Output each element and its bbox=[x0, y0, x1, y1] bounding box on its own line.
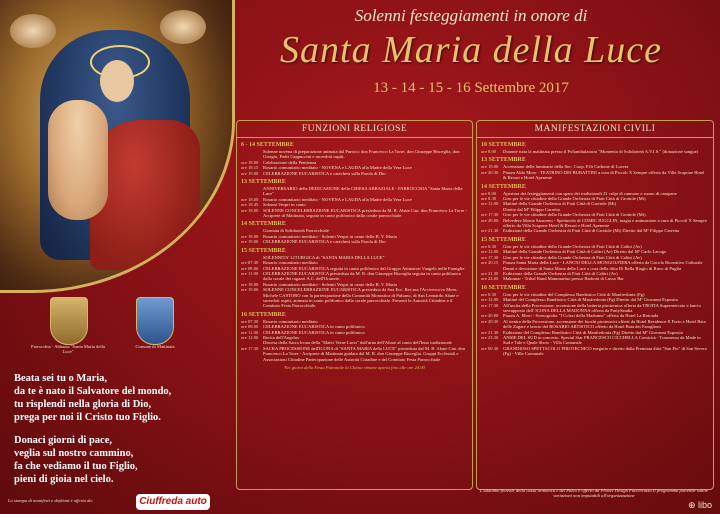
schedule-row bbox=[481, 346, 709, 357]
schedule-text: All'uscita della Processione, accensione della batteria pirotecnica offerta da TROITA Supermercato e lancio sovrapposto dell' ICONA DELLA MADONNA offerta da PartySandia bbox=[503, 302, 701, 313]
schedule-time: ore 11.00 bbox=[241, 270, 259, 276]
prayer-line: fa che vediamo il tuo Figlio, bbox=[14, 461, 138, 472]
schedule-text: Esibizione della Grande Orchestra di Fiati Città di Grottole (Mt) Diretto dal Mº Filippo Carretta bbox=[503, 228, 680, 234]
day-heading: 15 SETTEMBRE bbox=[481, 236, 526, 243]
angel-right bbox=[160, 10, 206, 44]
schedule-time: ore 11.00 bbox=[241, 329, 259, 335]
print-sponsor-note: Lo stampa di manifesti e depliant è offerta da: bbox=[8, 498, 94, 503]
schedule-time: ore 8.00 bbox=[481, 149, 497, 154]
schedule-time: ore 18.00 bbox=[241, 281, 259, 287]
child-figure bbox=[48, 100, 108, 220]
schedule-text: ANNIVERSARIO della DEDICAZIONE della CHIESA ABBAZIALE - PARROCCHIA "Santa Maria della Luce" bbox=[263, 186, 463, 197]
schedule-time: ore 21.30 bbox=[481, 228, 499, 234]
watermark bbox=[688, 500, 712, 511]
schedule-text: Giro per le vie cittadine del Complesso Bandistico Città di Manfredonia (Fg) bbox=[503, 291, 645, 297]
schedule-text: Recita dell'Angelus bbox=[263, 334, 299, 340]
schedule-text: Discesa della Sacra Icona della "Mater Verae Lucis" dall'urna dell'Altare al canto dell'Inno tradizionale bbox=[263, 340, 452, 346]
schedule-text: SACRA PROCESSIONE dell'ICONA di "SANTA MARIA della LUCE" presieduta dal M. R. Abate Can. don Francesco La Torre - Arciprete di Mattinata guidata dal M. R. don Giuseppe Bisceglia. Gruppi Ecclesiali e Associazioni Cittadine Partecipazione delle Autorità Cittadine e del Comitato Festa Parrocchiale bbox=[263, 345, 466, 362]
schedule-time: ore 20.30 bbox=[481, 169, 499, 175]
day-heading: 10 SETTEMBRE bbox=[481, 142, 526, 148]
angel-left bbox=[10, 14, 56, 48]
schedule-time: ore 18.15 bbox=[241, 165, 259, 171]
panel-heading: FUNZIONI RELIGIOSE bbox=[237, 121, 472, 138]
day-heading: 16 SETTEMBRE bbox=[241, 311, 286, 318]
schedule-time: ore 17.30 bbox=[481, 302, 499, 308]
schedule-row bbox=[481, 170, 709, 181]
schedule-row bbox=[241, 208, 468, 219]
schedule-text: Mattinè della Grande Orchestra di Fiati Città di Calitri (Av) Diretto dal Mº Carlo Lacogo bbox=[503, 249, 667, 255]
schedule-time: ore 18.00 bbox=[241, 196, 259, 202]
madonna-painting bbox=[0, 0, 232, 290]
schedule-time: ore 19.00 bbox=[241, 170, 259, 176]
schedule-row bbox=[481, 276, 709, 281]
floral-credit: L'addobbo floreale della cassa armonica e del Palco è offerto da Flower Design Facciorusso Il programma potrebbe subire variazioni non imputabili all'organizzazione bbox=[479, 488, 709, 499]
prayer-line: tu risplendi nella gloria di Dio, bbox=[14, 399, 152, 410]
schedule-text: Makumar - Tribal Band Mammarino presso Barboni di Lusso Bar bbox=[503, 276, 624, 282]
schedule-text: SOLENNE CONCELEBRAZIONE EUCARISTICA presieduta da Sua Ecc. Rev.ma l'Arcivescovo Mons. Michele CASTORO con la partecipazione della Comunità Monastica di Pulsano, di San Leonardo Abate e sacerdoti ospiti, animata in canto polifonico dalla corale parrocchiale. Presenti le Autorità Cittadine e il Comitato Festa Parrocchiale. bbox=[263, 287, 459, 309]
day-heading: 16 SETTEMBRE bbox=[481, 284, 526, 291]
schedule-text: Rosario comunitario meditato - Solenni Vespri in canto della B. V. Maria bbox=[263, 233, 397, 239]
watermark-text: libo bbox=[697, 500, 712, 510]
schedule-time: ore 12.00 bbox=[241, 334, 259, 340]
schedule-time: ore 22.00 bbox=[481, 276, 499, 282]
schedule-time bbox=[241, 149, 263, 160]
schedule-time: ore 17.30 bbox=[481, 254, 499, 260]
day-heading: 14 SETTEMBRE bbox=[481, 183, 526, 190]
parish-crest bbox=[50, 297, 88, 345]
schedule-time: ore 17.30 bbox=[241, 345, 259, 351]
schedule-text: Giro per le vie cittadine della Grande Orchestra di Fiati Città di Grottole (Mt) bbox=[503, 212, 646, 218]
poster-subtitle: Solenni festeggiamenti in onore di bbox=[354, 6, 588, 25]
schedule-text: SOLENNE CONCELEBRAZIONE EUCARISTICA presieduta da M. R. Abate Can. don Francesco La Torre - Arciprete di Mattinata, seguita in canto polifonico dalla corale parrocchiale bbox=[263, 207, 467, 219]
schedule-text: Esibizione della Grande Orchestra di Fiati Città di Calitri (Av) bbox=[503, 270, 618, 276]
schedule-text: GRANDIOSO SPETTACOLO PIROTECNICO eseguito e diretto dalla Premiata ditta "San Pio" di San Severo (Fg) - Villa Comunale bbox=[503, 345, 708, 357]
schedule-text: Accensione delle luminarie della Soc. Coop. F.lli Carbone di Lucera bbox=[503, 164, 629, 170]
day-heading: 6 - 14 SETTEMBRE bbox=[241, 142, 294, 148]
prayer-stanza-2 bbox=[14, 434, 224, 486]
schedule-row bbox=[481, 335, 709, 346]
schedule-text: CELEBRAZIONE EUCARISTICA e catechesi sulla Parola di Dio bbox=[263, 170, 386, 176]
schedule-time bbox=[241, 186, 263, 197]
poster-title: Santa Maria della Luce bbox=[280, 29, 662, 71]
prayer-stanza-1 bbox=[14, 372, 224, 424]
prayer-line: veglia sul nostro cammino, bbox=[14, 448, 134, 459]
day-heading: 13 SETTEMBRE bbox=[481, 157, 526, 164]
schedule-time: ore 8.30 bbox=[481, 243, 497, 249]
town-crest bbox=[136, 297, 174, 345]
schedule-time: ore 20.00 bbox=[481, 217, 499, 223]
schedule-time: ore 00.30 bbox=[481, 345, 499, 351]
panel-heading: MANIFESTAZIONI CIVILI bbox=[477, 121, 713, 138]
schedule-time: ore 19.00 bbox=[241, 207, 259, 213]
schedule-text: CELEBRAZIONE EUCARISTICA seguita in canto polifonico dal Gruppo Animatori Vangelo nelle Famiglie bbox=[263, 265, 465, 271]
civil-events-panel bbox=[476, 120, 714, 490]
schedule-time: ore 20.15 bbox=[481, 260, 499, 266]
schedule-time: ore 12.00 bbox=[481, 249, 499, 255]
schedule-text: Solenne novena di preparazione animata dal Parroco don Francesco La Torre, don Giuseppe Bisceglia, don Giorgio, Padri Cappuccini e sacerdoti ospiti. bbox=[263, 149, 460, 160]
schedule-text: Giro per le vie cittadine della Grande Orchestra di Fiati Città di Grottole (Mt) bbox=[503, 196, 646, 202]
madonna-face bbox=[100, 60, 134, 102]
schedule-text: CELEBRAZIONE EUCARISTICA in canto polifonico bbox=[263, 329, 365, 335]
prayer bbox=[14, 372, 224, 496]
schedule-text: Piazza Santa Maria della Luce - LANCIO DELLA MONGOLFIERA offerta da Circolo Ricreativo Culturale Dauni e devozione di Santa Maria della Luce a cura della ditta Di Bella Biagio di Ruvo di Puglia bbox=[503, 260, 703, 271]
panel-body bbox=[241, 139, 468, 485]
schedule-row bbox=[241, 171, 468, 176]
watermark-icon: ⊕ bbox=[687, 500, 698, 510]
schedule-text: Giornata di Solidarietà Parrocchiale bbox=[263, 228, 329, 234]
schedule-time: ore 12.00 bbox=[481, 297, 499, 303]
schedule-text: Celebrazione della Penitenza bbox=[263, 159, 317, 165]
schedule-row bbox=[481, 260, 709, 271]
prayer-line: pieni di gioia nel cielo. bbox=[14, 474, 114, 485]
schedule-time: ore 08.00 bbox=[241, 265, 259, 271]
schedule-row bbox=[481, 319, 709, 330]
sponsor-logo: Ciuffreda auto bbox=[136, 494, 210, 510]
schedule-time: ore 08.00 bbox=[241, 324, 259, 330]
schedule-text: ANSIE DEL SUD in concerto. Special Star FRANCESCO CICCHELLA Comicità - Trasmesso da Made in Sud e Tale e Quale Show - Villa Comunale bbox=[503, 334, 701, 346]
schedule-text: Piazza Aldo Moro - TEATRINO DEI BURATTINI a cura di Piccoli X Sempre offerto da Villa Scapone Hotel & Resort e Hotel Apeneste bbox=[503, 169, 705, 181]
schedule-time: ore 21.30 bbox=[481, 329, 499, 335]
schedule-text: Rosario comunitario meditato - NOVENA e LAUDA alla Madre della Vera Luce bbox=[263, 165, 412, 171]
schedule-time: ore 17.30 bbox=[481, 212, 499, 218]
schedule-text: Giro per le vie cittadine della Grande Orchestra di Fiati Città di Calitri (Av) bbox=[503, 254, 642, 260]
town-crest-label: Comune di Mattinata bbox=[135, 344, 175, 349]
schedule-time: ore 07.30 bbox=[241, 260, 259, 266]
schedule-time: ore 18.00 bbox=[241, 233, 259, 239]
schedule-row bbox=[481, 149, 709, 154]
schedule-text: Mattinè della Grande Orchestra di Fiati Città di Grottole (Mt) bbox=[503, 201, 617, 207]
day-heading: 15 SETTEMBRE bbox=[241, 247, 286, 254]
prayer-line: prega per noi il Cristo tuo Figlio. bbox=[14, 412, 161, 423]
schedule-row bbox=[481, 218, 709, 229]
schedule-row bbox=[241, 271, 468, 282]
schedule-row bbox=[241, 149, 468, 160]
schedule-text: CELEBRAZIONE EUCARISTICA presieduta da M. R. don Giuseppe Bisceglia seguita in canto polifonico dalla corale dei ragazzi A.C. dell'Oratorio bbox=[263, 270, 462, 282]
schedule-time: ore 18.45 bbox=[241, 202, 259, 208]
schedule-text: Diretto dal Mº Filippo Carretta bbox=[503, 206, 560, 212]
schedule-time: ore 19.00 bbox=[241, 287, 259, 293]
schedule-time: ore 8.30 bbox=[481, 291, 497, 297]
schedule-time: ore 07.30 bbox=[241, 318, 259, 324]
panel-body bbox=[481, 139, 709, 485]
prayer-line: Beata sei tu o Maria, bbox=[14, 373, 108, 384]
schedule-row bbox=[481, 303, 709, 314]
schedule-text: Rosario comunitario meditato - NOVENA e LAUDA alla Madre della Vera Luce bbox=[263, 196, 412, 202]
schedule-time: ore 8.00 bbox=[481, 190, 497, 196]
schedule-time: ore 21.30 bbox=[481, 270, 499, 276]
day-heading: 13 SETTEMBRE bbox=[241, 179, 286, 186]
schedule-row bbox=[241, 239, 468, 244]
schedule-text: Piazza A. Moro - Scenografia "I Colori della Madonna" offerta da Hotel La Rotonda bbox=[503, 313, 659, 319]
schedule-text: CELEBRAZIONE EUCARISTICA e catechesi sulla Parola di Dio bbox=[263, 239, 386, 245]
poster-dates: 13 - 14 - 15 - 16 Settembre 2017 bbox=[373, 80, 569, 96]
religious-functions-panel bbox=[236, 120, 473, 490]
schedule-time: ore 20.30 bbox=[481, 318, 499, 324]
schedule-text: Mattinè del Complesso Bandistico Città di Manfredonia (Fg) Diretto dal Mº Giovanni Esposito bbox=[503, 297, 678, 303]
panel-note: Nei giorni della Festa Patronale la Chiesa rimane aperta fino alle ore 24.00 bbox=[284, 365, 425, 370]
schedule-time: ore 19.00 bbox=[241, 239, 259, 245]
schedule-text: Rosario comunitario meditato bbox=[263, 318, 318, 324]
schedule-text: Solenni Vespri in canto bbox=[263, 202, 306, 208]
schedule-text: Rosario comunitario meditato bbox=[263, 260, 318, 266]
schedule-time: ore 8.30 bbox=[481, 196, 497, 202]
prayer-line: Donaci giorni di pace, bbox=[14, 435, 113, 446]
schedule-row bbox=[241, 186, 468, 197]
schedule-row bbox=[481, 228, 709, 233]
schedule-time: ore 20.00 bbox=[481, 313, 499, 319]
schedule-time: ore 19.00 bbox=[481, 164, 499, 170]
schedule-text: Al rientro della Processione, accensione dei fuochi pirotecnici offerti da Hotel Residence Il Porto e Hotel Baia delle Zagare e lancio del ROSARIO ARTISTICO offerto da Hotel Baia dei Faraglioni bbox=[503, 318, 706, 330]
schedule-text: Giro per le vie cittadine della Grande Orchestra di Fiati Città di Calitri (Av) bbox=[503, 243, 642, 249]
parish-crest-label: Parrocchia - Abbazia "Santa Maria della Luce" bbox=[31, 344, 105, 355]
schedule-row bbox=[241, 346, 468, 362]
day-heading: 14 SETTEMBRE bbox=[241, 221, 286, 228]
schedule-text: CELEBRAZIONE EUCARISTICA in canto polifonico bbox=[263, 324, 365, 330]
schedule-time: ore 12.00 bbox=[481, 201, 499, 207]
schedule-text: Belvedere Monte Saraceno - Spettacolo di COMIC JUGGLIN, magia e animazione a cura di Piccoli X Sempre offerto da Villa Scapone Hotel & Resort e Hotel Apeneste bbox=[503, 217, 707, 229]
schedule-row bbox=[241, 287, 468, 309]
prayer-line: da te è nato il Salvatore del mondo, bbox=[14, 386, 172, 397]
schedule-time: ore 23.30 bbox=[481, 334, 499, 340]
schedule-text: Apertura dei festeggiamenti con sparo dei tradizionali 21 colpi di cannone e suono di campane bbox=[503, 190, 677, 196]
schedule-time: ore 18.00 bbox=[241, 159, 259, 165]
schedule-text: Esibizione del Complesso Bandistico Città di Manfredonia (Fg) Diretto dal Mº Giovanni Esposito bbox=[503, 329, 684, 335]
schedule-text: Durante tutta la mattinata presso il Poliambulatorio "Momento di Solidarietà A.V.I.S." (donazione sangue) bbox=[503, 149, 699, 154]
schedule-text: SOLENNITA' LITURGICA di "SANTA MARIA DELLA LUCE" bbox=[263, 254, 385, 260]
schedule-text: Rosario comunitario meditato - Solenni Vespri in canto della B. V. Maria bbox=[263, 281, 397, 287]
